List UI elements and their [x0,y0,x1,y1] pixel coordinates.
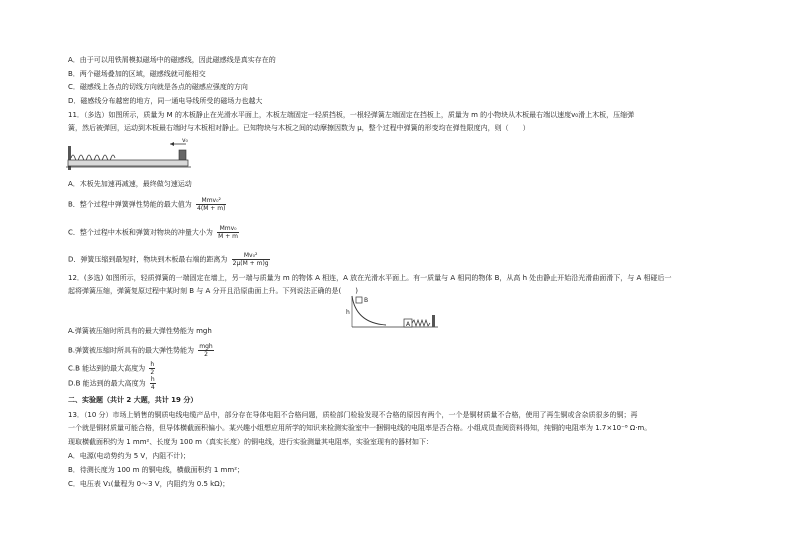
fraction-denominator: M + m [218,233,238,240]
q12-figure-curve-spring [346,293,442,331]
q11-option-b-text: B．整个过程中弹簧弹性势能的最大值为 [68,200,192,209]
v0-label: v₀ [182,138,188,144]
fraction-numerator: Mmv₀² [196,197,226,205]
q11-figure-board-spring [66,138,206,178]
q11-option-d [68,252,270,267]
fraction-denominator: 4 [150,384,155,391]
q12-option-c-text: C.B 能达到的最大高度为 [68,364,146,373]
q12-stem-line2: 起将弹簧压缩，弹簧复原过程中某时刻 B 与 A 分开且沿原曲面上升。下列说法正确的是( ) [68,287,358,295]
fraction-denominator: 4(M + m) [197,205,226,212]
q10-option-d: D．磁感线分布越密的地方，同一通电导线所受的磁场力也越大 [68,97,263,105]
q12-option-d-fraction [150,376,156,391]
q12-option-b-text: B.弹簧被压缩时所具有的最大弹性势能为 [68,346,195,355]
fraction-numerator: Mmv₀ [217,225,239,233]
q11-option-d-fraction [232,252,270,267]
wall [432,315,435,327]
fraction-denominator: 2 [204,351,208,358]
q12-option-d-text: D.B 能达到的最大高度为 [68,379,146,388]
block-b-label: B [364,297,369,304]
q11-stem-line2: 簧，然后被弹回，运动到木板最右端时与木板相对静止。已知物块与木板之间的动摩擦因数为 μ，整个过程中弹簧的形变均在弹性限度内，则（ ） [68,124,530,132]
q12-option-c [68,361,155,376]
fraction-numerator: h [150,376,155,383]
q11-option-d-text: D．弹簧压缩到最短时，物块到木板最右端的距离为 [68,255,228,264]
q12-stem-line1: 12．(多选) 如图所示，轻质弹簧的一端固定在墙上，另一端与质量为 m 的物体 A 相连，A 放在光滑水平面上。有一质量与 A 相同的物体 B，从高 h 处由静止开始沿光滑曲面滑下，与 A 相碰后一 [68,274,672,282]
q12-option-b-fraction [198,343,213,358]
spring [412,320,430,326]
q11-option-b-fraction [196,197,226,212]
q13-stem-line3: 现取横截面积约为 1 mm²、长度为 100 m（真实长度）的铜电线，进行实验测量其电阻率，实验室现有的器材如下： [68,438,433,446]
fraction-numerator: mgh [199,343,213,350]
q11-option-a: A．木板先加速再减速，最终做匀速运动 [68,180,192,188]
fraction-denominator: 2 [150,369,155,376]
q13-item-c: C．电压表 V₁(量程为 0～3 V，内阻约为 0.5 kΩ)； [68,480,230,488]
block-b [356,297,362,303]
wood-board [68,160,188,166]
q12-option-c-fraction [149,361,155,376]
arrow-head-icon [170,142,174,146]
q12-option-a: A.弹簧被压缩时所具有的最大弹性势能为 mgh [68,327,212,335]
q13-item-b: B．待测长度为 100 m 的铜电线，横截面积约 1 mm²； [68,466,245,474]
q11-option-c-text: C．整个过程中木板和弹簧对物块的冲量大小为 [68,228,213,237]
block-a-label: A [406,321,411,328]
q10-option-a: A．由于可以用铁屑模拟磁场中的磁感线，因此磁感线是真实存在的 [68,56,276,64]
q13-stem-line1: 13．（10 分）市场上销售的铜质电线电缆产品中，部分存在导体电阻不合格问题，质检部门检验发现不合格的原因有两个，一个是铜材质量不合格，使用了再生铜或含杂质很多的铜；再 [68,411,638,419]
fraction-numerator: h [150,361,155,368]
section-heading: 二、实验题（共计 2 大题，共计 19 分） [68,396,198,404]
q13-item-a: A．电源(电动势约为 5 V，内阻不计)； [68,452,190,460]
q12-option-d [68,376,156,391]
h-label: h [346,309,350,316]
q11-option-c-fraction [217,225,239,240]
q13-stem-line2: 一个就是铜材质量可能合格，但导体横截面积偏小。某兴趣小组想应用所学的知识来检测实验室中一捆铜电线的电阻率是否合格。小组成员查阅资料得知，纯铜的电阻率为 1.7×10⁻⁸ Ω·m。 [68,424,652,432]
q10-option-b: B．两个磁场叠加的区域，磁感线就可能相交 [68,70,206,78]
board-stop [68,146,71,170]
fraction-numerator: Mv₀² [232,252,270,260]
q11-option-c [68,225,239,240]
q10-option-c: C．磁感线上各点的切线方向就是各点的磁感应强度的方向 [68,83,248,91]
q11-option-b [68,197,226,212]
small-block [179,150,186,160]
q12-option-b [68,343,214,358]
fraction-denominator: 2μ(M + m)g [232,260,269,267]
q11-stem-line1: 11．（多选）如图所示，质量为 M 的木板静止在光滑水平面上，木板左端固定一轻质挡板，一根轻弹簧左端固定在挡板上，质量为 m 的小物块从木板最右端以速度v₀滑上木板，压缩弹 [68,111,635,119]
